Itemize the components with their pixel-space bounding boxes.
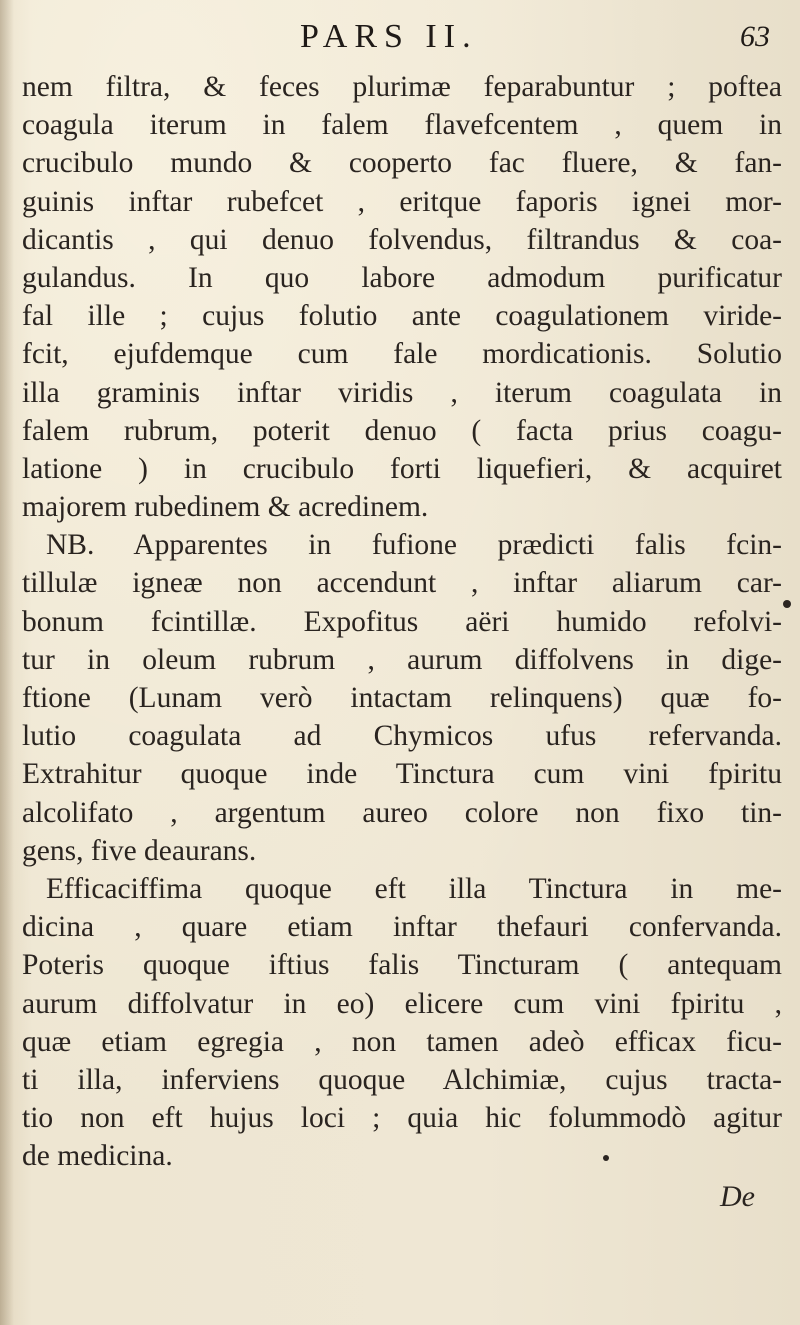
text-line: gens, five deaurans. bbox=[22, 834, 257, 867]
text-line: NB. Apparentes in fufione prædicti falis fcin- bbox=[46, 529, 782, 562]
text-line: dicina , quare etiam inftar thefauri confervanda. bbox=[22, 911, 782, 944]
text-line: de medicina. bbox=[22, 1140, 173, 1173]
text-line: bonum fcintillæ. Expofitus aëri humido refolvi- bbox=[22, 605, 782, 638]
text-line: falem rubrum, poterit denuo ( facta prius coagu- bbox=[22, 414, 782, 447]
body-text bbox=[22, 68, 782, 1175]
text-line: coagula iterum in falem flavefcentem , quem in bbox=[22, 109, 782, 142]
gutter-shadow bbox=[0, 0, 14, 1325]
text-line: nem filtra, & feces plurimæ feparabuntur ; poftea bbox=[22, 71, 782, 103]
text-line: dicantis , qui denuo folvendus, filtrandus & coa- bbox=[22, 223, 782, 256]
catchword: De bbox=[720, 1180, 755, 1213]
text-line: latione ) in crucibulo forti liquefieri, & acquiret bbox=[22, 452, 782, 485]
text-line: illa graminis inftar viridis , iterum coagulata in bbox=[22, 376, 782, 409]
text-line: fal ille ; cujus folutio ante coagulationem viride- bbox=[22, 300, 782, 333]
page-number: 63 bbox=[740, 20, 770, 53]
running-head: PARS II. bbox=[300, 18, 478, 55]
text-line: majorem rubedinem & acredinem. bbox=[22, 491, 429, 524]
ink-speck bbox=[783, 600, 791, 608]
text-line: Poteris quoque iftius falis Tincturam ( antequam bbox=[22, 949, 782, 982]
text-line: fcit, ejufdemque cum fale mordicationis. Solutio bbox=[22, 338, 782, 371]
text-line: crucibulo mundo & cooperto fac fluere, & fan- bbox=[22, 147, 782, 180]
text-line: lutio coagulata ad Chymicos ufus refervanda. bbox=[22, 720, 782, 753]
text-line: guinis inftar rubefcet , eritque faporis ignei mor- bbox=[22, 185, 782, 218]
text-line: tur in oleum rubrum , aurum diffolvens in dige- bbox=[22, 643, 782, 676]
text-line: tillulæ igneæ non accendunt , inftar aliarum car- bbox=[22, 567, 782, 600]
text-line: tio non eft hujus loci ; quia hic folummodò agitur bbox=[22, 1102, 782, 1135]
ink-speck bbox=[603, 1155, 609, 1161]
page-header bbox=[0, 12, 800, 62]
text-line: Efficaciffima quoque eft illa Tinctura in me- bbox=[46, 872, 782, 905]
text-line: quæ etiam egregia , non tamen adeò efficax ficu- bbox=[22, 1025, 782, 1058]
text-line: ftione (Lunam verò intactam relinquens) quæ fo- bbox=[22, 682, 782, 714]
text-line: aurum diffolvatur in eo) elicere cum vini fpiritu , bbox=[22, 987, 782, 1020]
text-line: alcolifato , argentum aureo colore non fixo tin- bbox=[22, 796, 782, 829]
text-line: Extrahitur quoque inde Tinctura cum vini fpiritu bbox=[22, 758, 782, 791]
text-line: gulandus. In quo labore admodum purificatur bbox=[22, 261, 782, 294]
text-line: ti illa, inferviens quoque Alchimiæ, cujus tracta- bbox=[22, 1063, 782, 1096]
